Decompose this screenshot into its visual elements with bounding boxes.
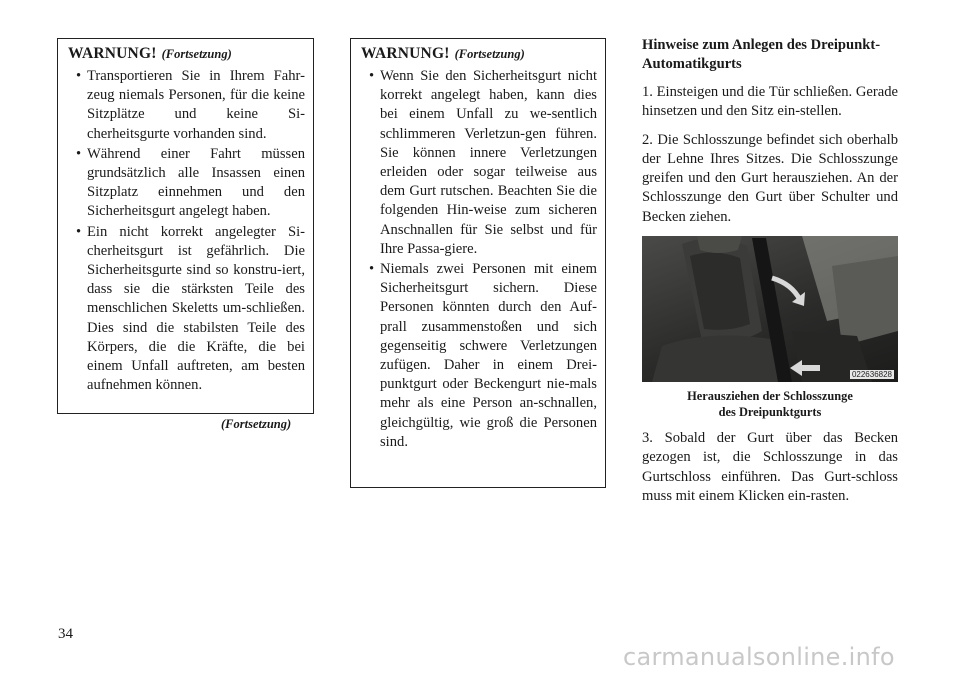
continued-note: (Fortsetzung) bbox=[221, 417, 292, 431]
bullet-icon: • bbox=[76, 223, 82, 240]
warning-list bbox=[68, 67, 305, 395]
figure-code: 022636828 bbox=[851, 370, 892, 380]
warning-box-1 bbox=[57, 38, 314, 414]
warning-item: • Ein nicht korrekt angelegter Si-cherheitsgurt ist gefährlich. Die Sicherheitsgurte sind so konstru-iert, dass sie die stärksten Teile des menschlichen Skeletts um-schließen. Dies sind die stabilsten Teile des Körpers, die die Kräfte, die bei einem Unfall auftreten, am besten aufnehmen können. bbox=[76, 223, 305, 394]
car-seat-illustration bbox=[642, 236, 898, 382]
section-heading: Hinweise zum Anlegen des Dreipunkt-Automatikgurts bbox=[642, 37, 881, 72]
instructions-column bbox=[642, 36, 898, 515]
page-number: 34 bbox=[58, 626, 73, 642]
seatbelt-photo bbox=[642, 236, 898, 382]
watermark: carmanualsonline.info bbox=[623, 643, 895, 671]
warning-list bbox=[361, 67, 597, 452]
step-3-text: 3. Sobald der Gurt über das Becken gezogen ist, die Schlosszunge in das Gurtschloss einführen. Das Gurt-schloss muss mit einem Klicken ein-rasten. bbox=[642, 430, 898, 504]
warning-heading bbox=[68, 45, 305, 63]
warning-subtitle: (Fortsetzung) bbox=[161, 47, 232, 61]
warning-title: WARNUNG! bbox=[68, 45, 157, 62]
warning-item: • Wenn Sie den Sicherheitsgurt nicht korrekt angelegt haben, kann dies bei einem Unfall zu we-sentlich schlimmeren Verletzun-gen führen. Sie können innere Verletzungen erleiden oder sogar teilweise aus dem Gurt rutschen. Beachten Sie die folgenden Hin-weise zum sicheren Anschnallen für Sie selbst und für Ihre Passa-giere. bbox=[369, 68, 597, 257]
figure-caption: Herausziehen der Schlosszunge des Dreipunktgurts bbox=[687, 389, 853, 420]
warning-item: • Während einer Fahrt müssen grundsätzlich alle Insassen einen Sitzplatz einnehmen und den Sicherheitsgurt angelegt haben. bbox=[76, 145, 305, 220]
bullet-icon: • bbox=[369, 261, 375, 278]
bullet-icon: • bbox=[76, 68, 82, 84]
step-1-text: 1. Einsteigen und die Tür schließen. Gerade hinsetzen und den Sitz ein-stellen. bbox=[642, 84, 898, 120]
warning-subtitle: (Fortsetzung) bbox=[454, 47, 525, 61]
step-2-text: 2. Die Schlosszunge befindet sich oberhalb der Lehne Ihres Sitzes. Die Schlosszunge greifen und den Gurt herausziehen. An der Schlosszunge den Gurt über Schulter und Becken ziehen. bbox=[642, 131, 898, 225]
bullet-icon: • bbox=[76, 145, 82, 162]
bullet-icon: • bbox=[369, 68, 375, 84]
warning-title: WARNUNG! bbox=[361, 45, 450, 62]
warning-heading bbox=[361, 45, 597, 63]
warning-item: • Niemals zwei Personen mit einem Sicherheitsgurt sichern. Diese Personen könnten durch den Auf-prall zusammenstoßen und sich gegenseitig schwere Verletzungen zufügen. Daher in einem Drei-punktgurt oder Beckengurt nie-mals mehr als eine Person an-schnallen, gleichgültig, wie groß die Personen sind. bbox=[369, 261, 597, 450]
warning-item: • Transportieren Sie in Ihrem Fahr-zeug niemals Personen, für die keine Sitzplätze und keine Si-cherheitsgurte vorhanden sind. bbox=[76, 68, 305, 142]
warning-box-2 bbox=[350, 38, 606, 488]
